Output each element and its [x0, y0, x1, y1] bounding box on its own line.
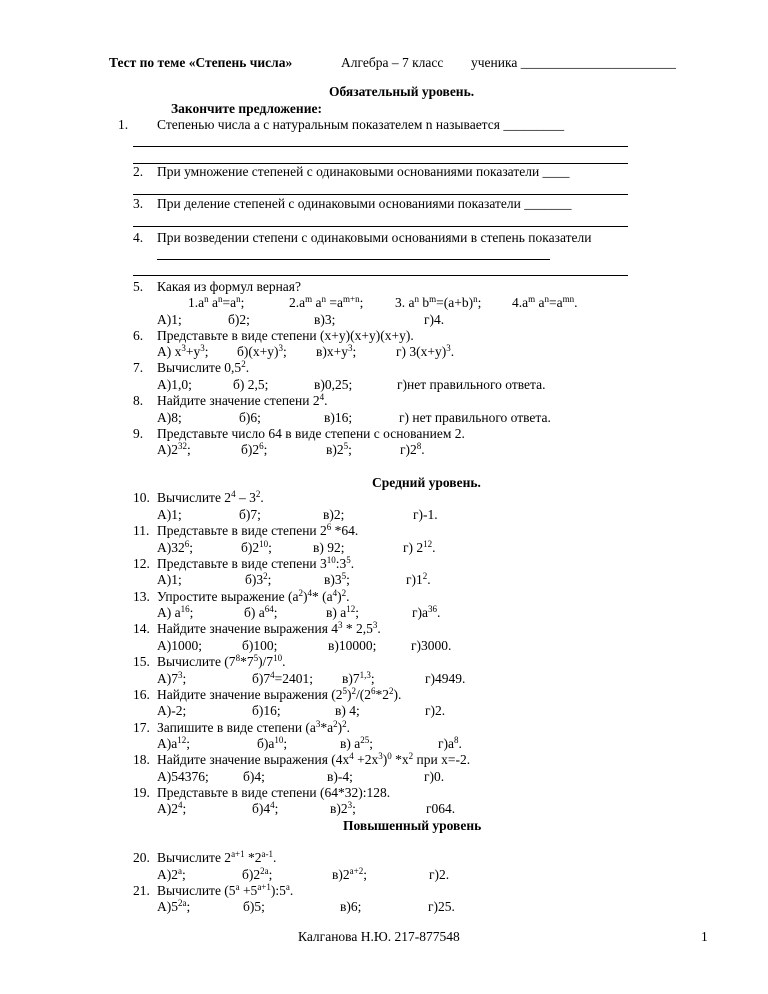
option-a: А)8;	[157, 410, 182, 425]
subject-label: Алгебра – 7 класс	[341, 55, 444, 70]
option-c: в)3;	[314, 312, 336, 327]
formula-1: $1.a^n$ $a^n=a^n$;	[188, 294, 245, 310]
question-12-number: 12.	[133, 556, 150, 571]
option-a: $А)32^6$;	[157, 539, 194, 555]
option-b: $б)а^{10}$;	[257, 735, 288, 751]
student-line: ученика _______________________	[471, 55, 676, 70]
option-b: б)2;	[228, 312, 250, 327]
option-d: $г)2^8$.	[400, 441, 425, 457]
option-c: $в)2^3$;	[330, 800, 356, 816]
question-7-text: Вычислите $0,5^2$.	[157, 359, 250, 375]
question-19-text: Представьте в виде степени (64*32):128.	[157, 785, 391, 800]
answer-line	[133, 275, 628, 276]
answer-line	[133, 194, 628, 195]
question-8-text: Найдите значение степени $2^4$.	[157, 392, 328, 408]
option-d: г)2.	[425, 703, 446, 718]
option-d: г)нет правильного ответа.	[397, 377, 546, 392]
option-b: б)4;	[243, 769, 265, 784]
option-b: б)16;	[252, 703, 281, 718]
option-b: $б)3^2$;	[245, 571, 272, 587]
question-15-text: Вычислите $(7^8*7^5)/7^{10}$.	[157, 653, 286, 669]
question-16-number: 16.	[133, 687, 150, 702]
question-13-number: 13.	[133, 589, 150, 604]
question-18-number: 18.	[133, 752, 150, 767]
question-9-text: Представьте число 64 в виде степени с основанием 2.	[157, 426, 465, 441]
option-b: $б)2^{2а}$;	[242, 866, 273, 882]
option-c: в) 92;	[313, 540, 345, 555]
option-c: $в)3^5$;	[324, 571, 350, 587]
option-a: А) $а^{16}$;	[157, 604, 194, 620]
formula-4: $4.a^m$ $a^n=a^{mn}$.	[512, 294, 578, 310]
question-8-number: 8.	[133, 393, 144, 408]
option-b: $б)7^4=2401$;	[252, 670, 313, 686]
formula-3: 3. $a^n$ $b^m=(a+b)^n$;	[395, 294, 482, 310]
option-b: б) 2,5;	[233, 377, 269, 392]
option-a: А)1,0;	[157, 377, 192, 392]
option-b: б)100;	[242, 638, 278, 653]
option-b: б) $а^{64}$;	[244, 604, 278, 620]
option-c: в)6;	[340, 899, 362, 914]
option-c: в)0,25;	[314, 377, 353, 392]
option-c: $в)2^{а+2}$;	[332, 866, 367, 882]
option-a: А)1;	[157, 507, 182, 522]
question-13-text: Упростите выражение $(а^2)^4*$ $(а^4)^2$.	[157, 588, 350, 604]
question-21-text: Вычислите ($5^а$ $+5^{а+1}):5^а$.	[157, 882, 294, 898]
option-b: $б)4^4$;	[252, 800, 279, 816]
option-d: г)4.	[424, 312, 445, 327]
question-14-text: Найдите значение выражения $4^3 * 2,5^3$.	[157, 620, 381, 636]
option-a: А)1;	[157, 312, 182, 327]
option-d: г)-1.	[413, 507, 438, 522]
option-b: б)7;	[239, 507, 261, 522]
formula-2: $2.a^m$ $a^n =a^{m+n}$;	[289, 294, 364, 310]
option-a: $А)а^{12}$;	[157, 735, 191, 751]
option-c: в) $а^{25}$;	[340, 735, 374, 751]
option-c: в)-4;	[327, 769, 353, 784]
option-a: А)54376;	[157, 769, 209, 784]
option-a: $А)2^а$;	[157, 866, 186, 882]
question-1-number: 1.	[118, 117, 129, 132]
question-10-text: Вычислите $2^4 - 3^2$.	[157, 489, 264, 505]
question-10-number: 10.	[133, 490, 150, 505]
question-1-text: Степенью числа а с натуральным показателем n называется _________	[157, 117, 565, 132]
instruction-complete-sentence: Закончите предложение:	[171, 101, 322, 116]
question-2-text: При умножение степеней с одинаковыми основаниями показатели ____	[157, 164, 570, 179]
option-c: в) $а^{12}$;	[326, 604, 360, 620]
option-d: $г)а^{36}$.	[412, 604, 441, 620]
question-11-text: Представьте в виде степени $2^6$ *64.	[157, 522, 359, 538]
question-7-number: 7.	[133, 360, 144, 375]
option-b: б)6;	[239, 410, 261, 425]
option-a: А) $х^3+у^3$;	[157, 343, 209, 359]
option-c: в) 4;	[335, 703, 360, 718]
page-number: 1	[701, 929, 708, 944]
question-14-number: 14.	[133, 621, 150, 636]
answer-line	[133, 226, 628, 227]
option-c: $в)х+у^3$;	[316, 343, 357, 359]
option-d: г)2.	[429, 867, 450, 882]
section-middle-title: Средний уровень.	[372, 475, 481, 490]
question-5-number: 5.	[133, 279, 144, 294]
option-b: $б)(х+у)^3$;	[237, 343, 287, 359]
question-6-text: Представьте в виде степени (х+у)(х+у)(х+у).	[157, 328, 414, 343]
option-d: г)3000.	[411, 638, 452, 653]
section-mandatory-title: Обязательный уровень.	[329, 84, 475, 99]
option-a: А)1;	[157, 572, 182, 587]
option-d: г) нет правильного ответа.	[399, 410, 551, 425]
option-c: в)16;	[324, 410, 353, 425]
question-3-text: При деление степеней с одинаковыми основаниями показатели _______	[157, 196, 572, 211]
option-c: $в)2^5$;	[326, 441, 352, 457]
option-c: в)7$^{1,3}$;	[342, 670, 375, 686]
question-11-number: 11.	[133, 523, 150, 538]
option-b: $б)2^{10}$;	[241, 539, 272, 555]
option-d: $г)а^8$.	[438, 735, 462, 751]
question-9-number: 9.	[133, 426, 144, 441]
question-20-text: Вычислите $2^{а+1}$ $*2^{а-1}$.	[157, 849, 277, 865]
option-b: б)5;	[243, 899, 265, 914]
option-a: $А)7^3$;	[157, 670, 187, 686]
option-d: г)25.	[428, 899, 455, 914]
footer-author: Калганова Н.Ю. 217-877548	[298, 929, 460, 944]
option-d: $г)1^2$.	[406, 571, 431, 587]
option-d: г) $2^{12}$.	[403, 539, 436, 555]
test-title: Тест по теме «Степень числа»	[109, 55, 293, 70]
option-a: $А)2^{32}$;	[157, 441, 191, 457]
option-d: г) $3(х+у)^3$.	[396, 343, 455, 359]
option-c: в)2;	[323, 507, 345, 522]
section-advanced-title: Повышенный уровень	[343, 818, 482, 833]
question-4-text: При возведении степени с одинаковыми основаниями в степень показатели	[157, 230, 592, 245]
question-17-text: Запишите в виде степени $(а^3*а^2)^2$.	[157, 719, 351, 735]
option-c: в)10000;	[328, 638, 377, 653]
question-19-number: 19.	[133, 785, 150, 800]
option-d: г)4949.	[425, 671, 466, 686]
question-16-text: Найдите значение выражения $(2^5)^2/(2^6*2^2)$.	[157, 686, 402, 702]
question-5-text: Какая из формул верная?	[157, 279, 301, 294]
question-20-number: 20.	[133, 850, 150, 865]
option-d: г064.	[426, 801, 456, 816]
option-b: $б)2^6$;	[241, 441, 268, 457]
option-a: А)-2;	[157, 703, 187, 718]
question-4-number: 4.	[133, 230, 144, 245]
option-a: $А)2^4$;	[157, 800, 187, 816]
question-3-number: 3.	[133, 196, 144, 211]
question-18-text: Найдите значение выражения $(4х^4 +2х^3)^0$ $*х^2$ при х=-2.	[157, 751, 471, 767]
question-6-number: 6.	[133, 328, 144, 343]
answer-line	[157, 259, 550, 260]
question-21-number: 21.	[133, 883, 150, 898]
question-12-text: Представьте в виде степени $3^{10}:3^5$.	[157, 555, 355, 571]
answer-line	[133, 146, 628, 147]
question-2-number: 2.	[133, 164, 144, 179]
option-a: А)1000;	[157, 638, 202, 653]
question-15-number: 15.	[133, 654, 150, 669]
option-a: $А)5^{2а}$;	[157, 898, 191, 914]
option-d: г)0.	[424, 769, 445, 784]
question-17-number: 17.	[133, 720, 150, 735]
